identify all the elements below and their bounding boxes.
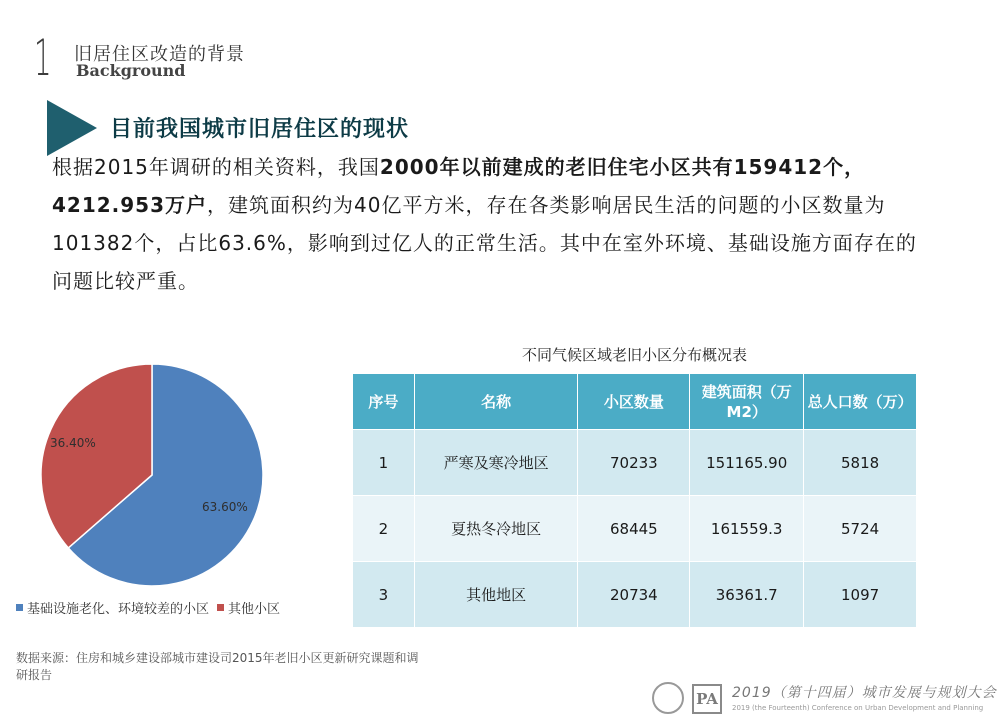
table-cell: 151165.90 [690,430,804,496]
table-cell: 70233 [578,430,690,496]
section-title: 旧居住区改造的背景 [74,44,245,65]
pie-chart [38,362,266,588]
legend-swatch-blue [16,604,23,611]
table-row [353,430,917,496]
table-cell: 2 [353,496,415,562]
body-text-segment: 根据2015年调研的相关资料，我国 [52,155,380,179]
pa-logo: PA [692,684,722,714]
body-text-bold: 2000年以前建成的老旧住宅小区共有159412个，4212.953万户 [52,155,866,217]
table-cell: 3 [353,562,415,628]
university-seal-icon [652,682,684,714]
column-header: 名称 [414,374,578,430]
body-paragraph [52,148,932,300]
table-cell: 其他地区 [414,562,578,628]
column-header: 建筑面积（万M2） [690,374,804,430]
slide-heading: 目前我国城市旧居住区的现状 [110,117,410,142]
pie-label-blue: 63.60% [202,500,248,514]
table-cell: 68445 [578,496,690,562]
column-header: 小区数量 [578,374,690,430]
table-cell: 5818 [804,430,917,496]
chart-legend [16,598,288,617]
legend-swatch-red [217,604,224,611]
legend-label: 其他小区 [228,602,281,617]
pie-chart-svg [38,362,266,588]
pie-label-red: 36.40% [50,436,96,450]
legend-item [16,598,209,617]
column-header: 总人口数（万） [804,374,917,430]
legend-item [217,598,280,617]
legend-label: 基础设施老化、环境较差的小区 [27,602,210,617]
table-row [353,496,917,562]
conference-title-en: 2019 (the Fourteenth) Conference on Urban Development and Planning [732,704,984,712]
table-cell: 夏热冬冷地区 [414,496,578,562]
table-header-row [353,374,917,430]
table-caption: 不同气候区域老旧小区分布概况表 [521,346,747,364]
data-source-note: 数据来源：住房和城乡建设部城市建设司2015年老旧小区更新研究课题和调研报告 [16,651,419,682]
table-cell: 5724 [804,496,917,562]
table-cell: 161559.3 [690,496,804,562]
table-cell: 36361.7 [690,562,804,628]
section-number: 1 [34,29,52,87]
table-row [353,562,917,628]
body-text-segment: ，建筑面积约为40亿平方米，存在各类影响居民生活的问题的小区数量为101382个，占比63.6%，影响到过亿人的正常生活。其中在室外环境、基础设施方面存在的问题比较严重。 [52,193,917,293]
column-header: 序号 [353,374,415,430]
table-cell: 1 [353,430,415,496]
conference-title: 2019（第十四届）城市发展与规划大会 [732,685,997,701]
footer-logos [652,682,997,716]
section-subtitle: Background [76,61,186,80]
table-cell: 1097 [804,562,917,628]
table-cell: 严寒及寒冷地区 [414,430,578,496]
table-cell: 20734 [578,562,690,628]
data-table [352,373,917,628]
